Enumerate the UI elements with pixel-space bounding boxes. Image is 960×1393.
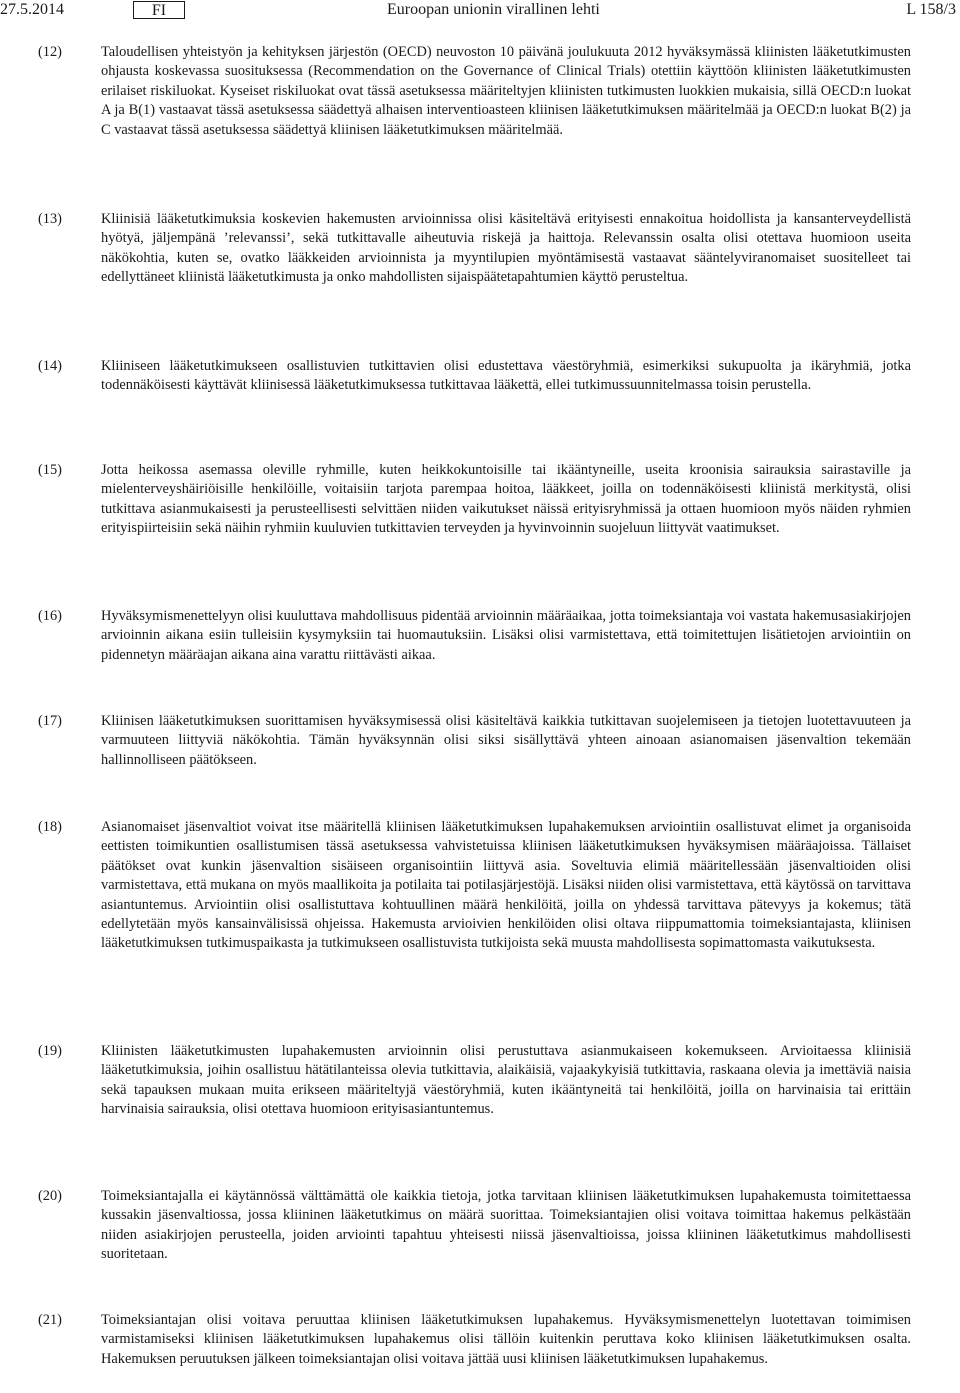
recital-number: (14) <box>38 358 62 374</box>
recital-number: (12) <box>38 44 62 60</box>
recital-number: (15) <box>38 462 62 478</box>
recital-text: Toimeksiantajan olisi voitava peruuttaa kliinisen lääketutkimuksen lupahakemus. Hyväksymismenettelyn luotettavan toimimisen varmistamiseksi kliinisen lääketutkimuksen lupahakemus olisi tällöin kuitenkin peruttava koko kliinisen lääketutkimuksen osalta. Hakemuksen peruutuksen jälkeen toimeksiantajan olisi voitava jättää uusi kliinisen lääketutkimuksen lupahakemus. <box>101 1312 911 1367</box>
recital-number: (13) <box>38 211 62 227</box>
recital-text: Hyväksymismenettelyyn olisi kuuluttava mahdollisuus pidentää arvioinnin määräaikaa, jotta toimeksiantaja voi vastata hakemusasiakirjojen arvioinnin aikana esiin tulleisiin kysymyksiin tai huomautuksiin. Lisäksi olisi varmistettava, että toimitettujen lisätietojen arviointiin on pidennetyn määräajan aikana aina varattu riittävästi aikaa. <box>101 608 911 663</box>
page-reference: L 158/3 <box>906 1 956 18</box>
recital-text: Kliinisten lääketutkimusten lupahakemusten arvioinnin olisi perustuttava asianmukaiseen kokemukseen. Arvioitaessa kliinisiä lääketutkimuksia, joihin osallistuu hätätilanteissa olevia tutkittavia, alaikäisiä, vajaakykyisiä tutkittavia, raskaana olevia ja imettäviä naisia sekä tapauksen mukaan muita erikseen määriteltyjä väestöryhmiä, kuten ikääntyneitä tai henkilöitä, joilla on harvinaisia tai erittäin harvinaisia sairauksia, olisi otettava huomioon erityisasiantuntemus. <box>101 1043 911 1118</box>
recital-text: Kliiniseen lääketutkimukseen osallistuvien tutkittavien olisi edustettava väestöryhmiä, esimerkiksi sukupuolta ja ikäryhmiä, jotka todennäköisesti käyttävät kliinisessä lääketutkimuksessa tutkittavaa lääkettä, ellei tutkimussuunnitelmassa toisin perustella. <box>101 358 911 394</box>
recital-number: (17) <box>38 713 62 729</box>
recital-text: Taloudellisen yhteistyön ja kehityksen järjestön (OECD) neuvoston 10 päivänä joulukuuta 2012 hyväksymässä kliinisten lääketutkimusten ohjausta koskevassa suosituksessa (Recommendation on the Governance of Clinical Trials) otettiin käyttöön kliinisten lääketutkimusten erilaiset riskiluokat. Kyseiset riskiluokat ovat tässä asetuksessa määriteltyjen kliinisten tutkimusten luokkien mukaisia, sillä OECD:n luokat A ja B(1) vastaavat tässä asetuksessa säädettyä alhaisen interventioasteen kliinisen lääketutkimuksen määritelmää ja OECD:n luokat B(2) ja C vastaavat tässä asetuksessa säädettyä kliinisen lääketutkimuksen määritelmää. <box>101 44 911 138</box>
recital-text: Kliinisiä lääketutkimuksia koskevien hakemusten arvioinnissa olisi käsiteltävä erityisesti ennakoitua hoidollista ja kansanterveydellistä hyötyä, jäljempänä ’relevanssi’, sekä tutkittavalle aiheutuvia riskejä ja haittoja. Relevanssin osalta olisi otettava huomioon useita näkökohtia, kuten se, ovatko lääkkeiden arvioinnista ja myyntilupien myöntämisestä vastaavat sääntelyviranomaiset suositelleet tai edellyttäneet kliinistä lääketutkimusta ja onko mahdollisten sijaispäätetapahtumien käyttö perusteltua. <box>101 211 911 286</box>
recital-number: (20) <box>38 1188 62 1204</box>
recital-text: Toimeksiantajalla ei käytännössä välttämättä ole kaikkia tietoja, jotka tarvitaan kliinisen lääketutkimuksen lupahakemusta toimitettaessa kussakin jäsenvaltiossa, jossa kliininen lääketutkimus on määrä suorittaa. Toimeksiantajien olisi voitava toimittaa hakemus pelkästään niiden asiakirjojen perusteella, joiden arviointi tapahtuu yhteisesti niissä jäsenvaltioissa, joissa kliininen lääketutkimus mahdollisesti suoritetaan. <box>101 1188 911 1263</box>
publication-date: 27.5.2014 <box>0 1 64 18</box>
recital-text: Kliinisen lääketutkimuksen suorittamisen hyväksymisessä olisi käsiteltävä kaikkia tutkittavan suojelemiseen ja tietojen luotettavuuteen ja varmuuteen liittyviä näkökohtia. Tämän hyväksynnän olisi siksi sisällyttävä yhteen ainoaan asianomaisen jäsenvaltion tekemään hallinnolliseen päätökseen. <box>101 713 911 768</box>
recital-text: Jotta heikossa asemassa oleville ryhmille, kuten heikkokuntoisille tai ikääntyneille, useita kroonisia sairauksia sairastaville ja mielenterveyshäiriöisille henkilöille, voitaisiin tarjota parempaa hoitoa, lääkkeet, joilla on todennäköisesti kliinistä merkitystä, olisi tutkittava asianmukaisesti ja perusteellisesti selvittäen niiden vaikutukset näissä erityisryhmissä ja ottaen huomioon myös näiden ryhmien erityispiirteisiin sekä näihin ryhmiin kuuluvien tutkittavien terveyden ja hyvinvoinnin suojeluun liittyvät vaatimukset. <box>101 462 911 537</box>
recital-number: (19) <box>38 1043 62 1059</box>
recital-text: Asianomaiset jäsenvaltiot voivat itse määritellä kliinisen lääketutkimuksen lupahakemuksen arviointiin osallistuvat elimet ja organisoida eettisten toimikuntien osallistumisen tässä asetuksessa vahvistetuissa kliinisen lääketutkimuksen hyväksymisen määräajoissa. Tällaiset päätökset ovat kunkin jäsenvaltion sisäiseen organisointiin liittyvä asia. Soveltuvia elimiä määritellessään jäsenvaltioiden olisi varmistettava, että mukana on myös maallikoita ja potilaita tai potilasjärjestöjä. Lisäksi niiden olisi varmistettava, että käytössä on tarvittava asiantuntemus. Arviointiin olisi osallistuttava kohtuullinen määrä henkilöitä, joilla on yhdessä tarvittava pätevyys ja kokemus; tätä edellytetään myös kansainvälisissä ohjeissa. Hakemusta arvioivien henkilöiden olisi oltava riippumattomia toimeksiantajasta, kliinisen lääketutkimuksen tutkimuspaikasta ja tutkimukseen osallistuvista tutkijoista sekä muusta mahdollisesta sopimattomasta vaikutuksesta. <box>101 819 911 952</box>
journal-title: Euroopan unionin virallinen lehti <box>387 1 600 18</box>
recital-number: (21) <box>38 1312 62 1328</box>
language-code-box: FI <box>133 1 185 19</box>
recital-number: (16) <box>38 608 62 624</box>
page-header <box>0 0 960 22</box>
recital-number: (18) <box>38 819 62 835</box>
